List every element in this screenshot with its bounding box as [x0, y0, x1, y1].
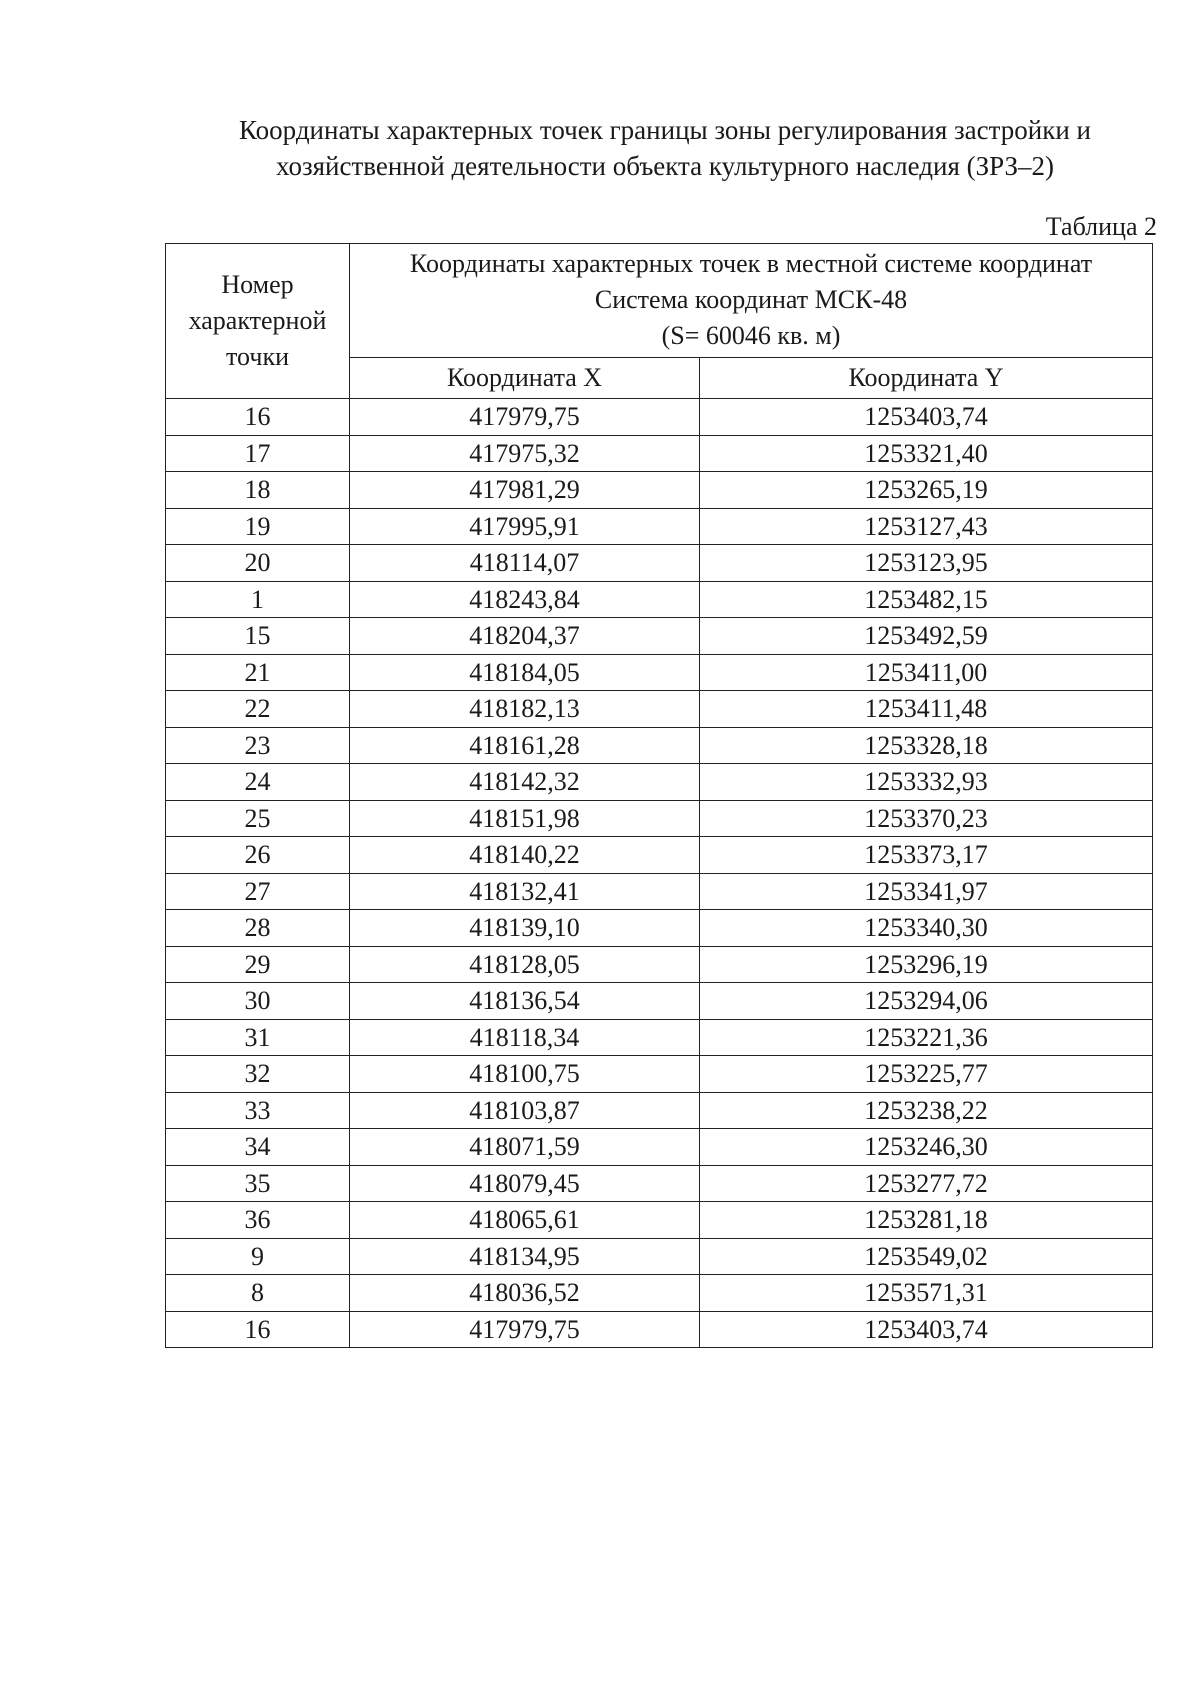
coordinate-y-cell: 1253370,23	[700, 800, 1153, 837]
table-row	[166, 691, 1153, 728]
coordinate-y-cell: 1253123,95	[700, 545, 1153, 582]
coordinate-y-cell: 1253341,97	[700, 873, 1153, 910]
header-num-line: характерной	[188, 306, 327, 335]
point-number-cell: 29	[166, 946, 350, 983]
table-row	[166, 545, 1153, 582]
coordinate-x-cell: 418136,54	[350, 983, 700, 1020]
coordinate-y-cell: 1253221,36	[700, 1019, 1153, 1056]
coordinate-x-cell: 418184,05	[350, 654, 700, 691]
coordinate-y-cell: 1253403,74	[700, 399, 1153, 436]
point-number-cell: 36	[166, 1202, 350, 1239]
point-number-cell: 22	[166, 691, 350, 728]
point-number-cell: 30	[166, 983, 350, 1020]
header-main-line: Система координат МСК-48	[594, 285, 908, 315]
coordinate-x-cell: 418079,45	[350, 1165, 700, 1202]
table-row	[166, 1202, 1153, 1239]
header-num-line: Номер	[221, 270, 294, 299]
coordinate-y-cell: 1253238,22	[700, 1092, 1153, 1129]
coordinate-x-cell: 418139,10	[350, 910, 700, 947]
coordinate-x-cell: 418204,37	[350, 618, 700, 655]
table-row	[166, 1129, 1153, 1166]
table-row	[166, 654, 1153, 691]
coordinate-x-cell: 418100,75	[350, 1056, 700, 1093]
coordinate-y-cell: 1253482,15	[700, 581, 1153, 618]
coordinate-y-cell: 1253127,43	[700, 508, 1153, 545]
header-main-line: (S= 60046 кв. м)	[661, 321, 841, 351]
coordinate-x-cell: 418132,41	[350, 873, 700, 910]
table-row	[166, 1165, 1153, 1202]
point-number-cell: 16	[166, 399, 350, 436]
table-row	[166, 910, 1153, 947]
coordinate-y-cell: 1253549,02	[700, 1238, 1153, 1275]
coordinate-y-cell: 1253411,00	[700, 654, 1153, 691]
table-row	[166, 1238, 1153, 1275]
title-line: Координаты характерных точек границы зоны регулирования застройки и	[239, 115, 1091, 145]
table-row	[166, 1092, 1153, 1129]
table-row	[166, 581, 1153, 618]
coordinate-y-cell: 1253328,18	[700, 727, 1153, 764]
coordinate-y-cell: 1253225,77	[700, 1056, 1153, 1093]
table-row	[166, 837, 1153, 874]
coordinate-x-cell: 418243,84	[350, 581, 700, 618]
coordinate-x-cell: 418128,05	[350, 946, 700, 983]
point-number-cell: 32	[166, 1056, 350, 1093]
point-number-cell: 16	[166, 1311, 350, 1348]
coordinate-y-cell: 1253332,93	[700, 764, 1153, 801]
point-number-cell: 23	[166, 727, 350, 764]
coordinate-y-cell: 1253373,17	[700, 837, 1153, 874]
table-row	[166, 508, 1153, 545]
point-number-cell: 15	[166, 618, 350, 655]
table-label: Таблица 2	[1045, 212, 1157, 241]
table-row	[166, 472, 1153, 509]
table-row	[166, 764, 1153, 801]
table-row	[166, 873, 1153, 910]
coordinates-table	[165, 243, 1153, 1348]
coordinate-y-cell: 1253571,31	[700, 1275, 1153, 1312]
coordinate-x-cell: 417995,91	[350, 508, 700, 545]
table-row	[166, 800, 1153, 837]
coordinate-y-cell: 1253321,40	[700, 435, 1153, 472]
point-number-cell: 31	[166, 1019, 350, 1056]
point-number-cell: 34	[166, 1129, 350, 1166]
table-row	[166, 1275, 1153, 1312]
coordinate-x-cell: 418118,34	[350, 1019, 700, 1056]
header-coordinate-y: Координата Y	[700, 357, 1153, 398]
coordinate-x-cell: 418151,98	[350, 800, 700, 837]
document-title	[160, 112, 1170, 184]
coordinate-x-cell: 418071,59	[350, 1129, 700, 1166]
point-number-cell: 33	[166, 1092, 350, 1129]
header-coordinate-x: Координата X	[350, 357, 700, 398]
point-number-cell: 35	[166, 1165, 350, 1202]
point-number-cell: 1	[166, 581, 350, 618]
coordinate-x-cell: 418142,32	[350, 764, 700, 801]
coordinate-y-cell: 1253411,48	[700, 691, 1153, 728]
table-row	[166, 399, 1153, 436]
coordinate-y-cell: 1253281,18	[700, 1202, 1153, 1239]
point-number-cell: 17	[166, 435, 350, 472]
table-body	[166, 399, 1153, 1348]
coordinate-y-cell: 1253265,19	[700, 472, 1153, 509]
point-number-cell: 27	[166, 873, 350, 910]
point-number-cell: 24	[166, 764, 350, 801]
coordinate-x-cell: 417981,29	[350, 472, 700, 509]
point-number-cell: 8	[166, 1275, 350, 1312]
title-line: хозяйственной деятельности объекта культурного наследия (ЗРЗ–2)	[275, 151, 1055, 181]
table-row	[166, 1019, 1153, 1056]
table-row	[166, 618, 1153, 655]
point-number-cell: 9	[166, 1238, 350, 1275]
header-coordinate-system	[350, 244, 1153, 358]
coordinate-y-cell: 1253277,72	[700, 1165, 1153, 1202]
coordinate-x-cell: 418140,22	[350, 837, 700, 874]
coordinate-x-cell: 418114,07	[350, 545, 700, 582]
coordinate-y-cell: 1253340,30	[700, 910, 1153, 947]
table-row	[166, 727, 1153, 764]
point-number-cell: 21	[166, 654, 350, 691]
coordinate-x-cell: 417979,75	[350, 1311, 700, 1348]
point-number-cell: 28	[166, 910, 350, 947]
header-point-number	[166, 244, 350, 399]
table-row	[166, 983, 1153, 1020]
point-number-cell: 18	[166, 472, 350, 509]
coordinate-x-cell: 418182,13	[350, 691, 700, 728]
coordinate-x-cell: 417979,75	[350, 399, 700, 436]
coordinate-y-cell: 1253403,74	[700, 1311, 1153, 1348]
table-row	[166, 946, 1153, 983]
coordinate-y-cell: 1253246,30	[700, 1129, 1153, 1166]
table-row	[166, 1311, 1153, 1348]
table-row	[166, 1056, 1153, 1093]
coordinate-x-cell: 418134,95	[350, 1238, 700, 1275]
header-num-line: точки	[226, 342, 289, 371]
header-main-line: Координаты характерных точек в местной системе координат	[409, 249, 1093, 279]
table-row	[166, 435, 1153, 472]
coordinate-y-cell: 1253294,06	[700, 983, 1153, 1020]
coordinate-x-cell: 418161,28	[350, 727, 700, 764]
point-number-cell: 25	[166, 800, 350, 837]
coordinate-x-cell: 418065,61	[350, 1202, 700, 1239]
coordinate-x-cell: 418036,52	[350, 1275, 700, 1312]
coordinate-y-cell: 1253492,59	[700, 618, 1153, 655]
point-number-cell: 19	[166, 508, 350, 545]
coordinate-x-cell: 417975,32	[350, 435, 700, 472]
coordinate-x-cell: 418103,87	[350, 1092, 700, 1129]
coordinate-y-cell: 1253296,19	[700, 946, 1153, 983]
point-number-cell: 26	[166, 837, 350, 874]
point-number-cell: 20	[166, 545, 350, 582]
